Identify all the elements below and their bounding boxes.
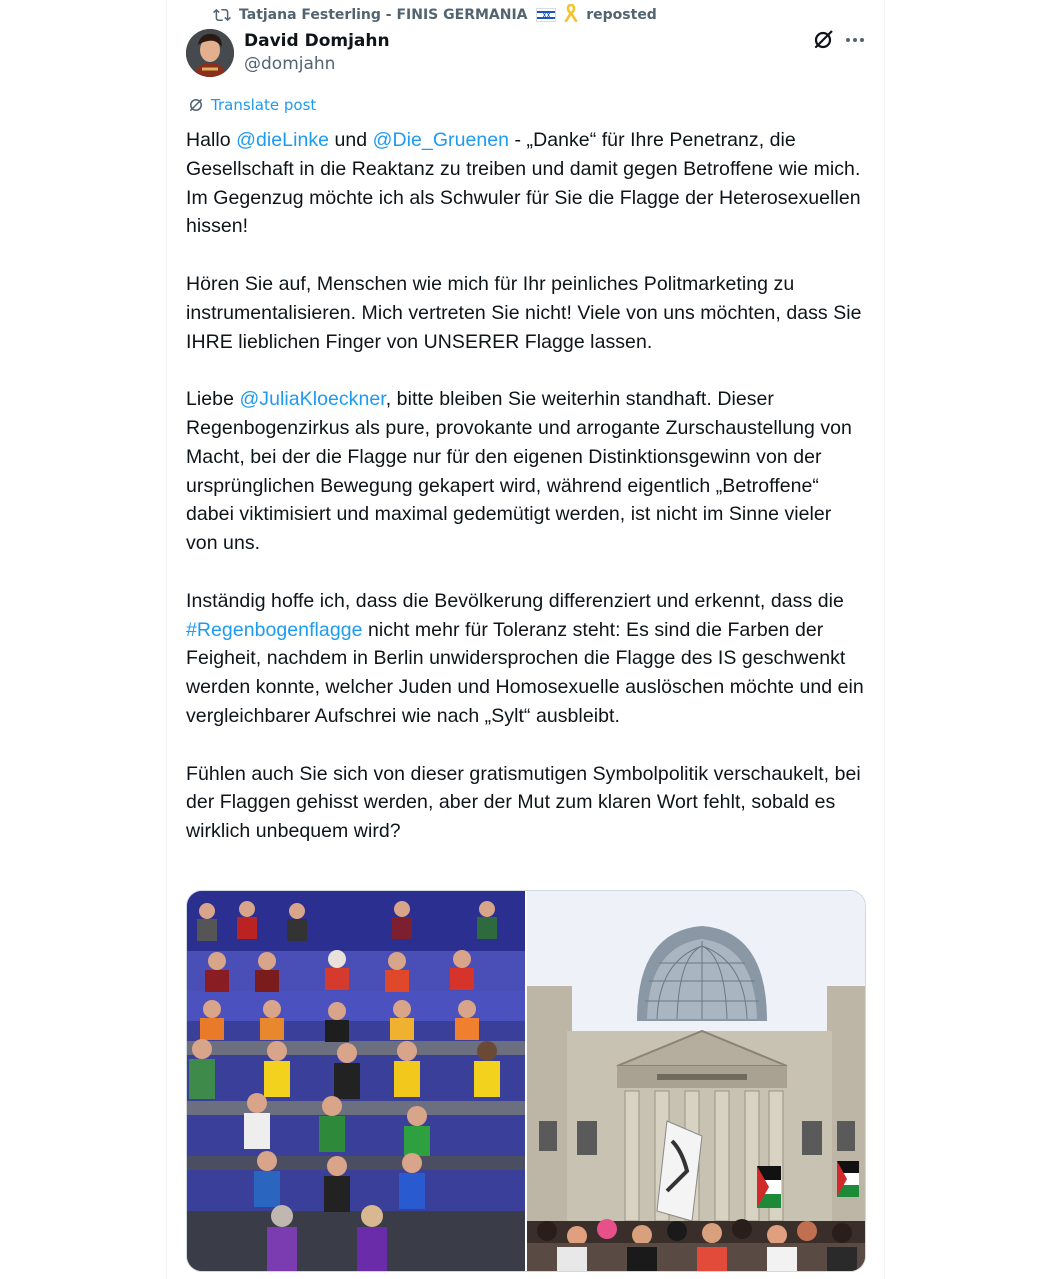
grok-icon[interactable]	[811, 28, 835, 52]
post-paragraph-2: Hören Sie auf, Menschen wie mich für Ihr peinliches Politmarketing zu instrumentalisieren. Mich vertreten Sie nicht! Viele von uns möchten, dass Sie IHRE lieblichen Finger von UNSERER Flagge lassen.	[186, 272, 862, 353]
author-display-name[interactable]: David Domjahn	[244, 31, 390, 51]
mention-dielinke[interactable]: @dieLinke	[236, 129, 330, 151]
mention-juliakloeckner[interactable]: @JuliaKloeckner	[239, 388, 386, 411]
post-column	[166, 0, 885, 1279]
translate-post-link[interactable]	[187, 96, 316, 114]
post-paragraph-1: Hallo @dieLinke und @Die_Gruenen - „Danke“ für Ihre Penetranz, die Gesellschaft in die Reaktanz zu treiben und damit gegen Betroffene wie mich. Im Gegenzug möchte ich als Schwuler für Sie die Flagge der Heterosexuellen hissen!	[186, 129, 861, 238]
media-grid	[186, 890, 866, 1272]
post-paragraph-4: Inständig hoffe ich, dass die Bevölkerung differenziert und erkennt, dass die #Regenbogenflagge nicht mehr für Toleranz steht: Es sind die Farben der Feigheit, nachdem in Berlin unwidersprochen die Flagge des IS geschwenkt werden konnte, welcher Juden und Homosexuelle auslöschen möchte und ein vergleichbarer Aufschrei wie nach „Sylt“ ausbleibt.	[186, 589, 864, 727]
author-avatar[interactable]	[186, 29, 234, 77]
translate-icon	[187, 96, 205, 114]
author-handle[interactable]: @domjahn	[244, 54, 336, 74]
repost-icon	[213, 6, 231, 24]
mention-die-gruenen[interactable]: @Die_Gruenen	[372, 129, 510, 151]
post-body	[186, 126, 866, 875]
author-name-block[interactable]	[244, 30, 390, 76]
media-image-reichstag[interactable]	[527, 891, 865, 1272]
yellow-ribbon-icon	[564, 4, 578, 26]
post-paragraph-5: Fühlen auch Sie sich von dieser gratismutigen Symbolpolitik verschaukelt, bei der Flaggen gehisst werden, aber der Mut zum klaren Wort fehlt, sobald es wirklich unbequem wird?	[186, 762, 861, 843]
reposter-name[interactable]: Tatjana Festerling - FINIS GERMANIA	[239, 4, 578, 26]
hashtag-regenbogenflagge[interactable]: #Regenbogenflagge	[186, 618, 363, 641]
translate-label[interactable]: Translate post	[211, 96, 317, 114]
post-paragraph-3: Liebe @JuliaKloeckner, bitte bleiben Sie weiterhin standhaft. Dieser Regenbogenzirkus als pure, provokante und arrogante Zurschaustellung von Macht, bei der die Flagge nur für den eigenen Distinktionsgewinn von der ursprünglichen Bewegung gekapert wird, während eigentlich „Betroffene“ dabei viktimisiert und maximal gedemütigt werden, ist nicht im Sinne vieler von uns.	[186, 388, 852, 555]
media-image-parliament[interactable]	[187, 891, 525, 1272]
repost-header[interactable]	[213, 5, 657, 25]
israel-flag-icon	[536, 8, 556, 22]
reposted-label: reposted	[586, 7, 657, 23]
more-options-icon[interactable]	[843, 28, 867, 52]
